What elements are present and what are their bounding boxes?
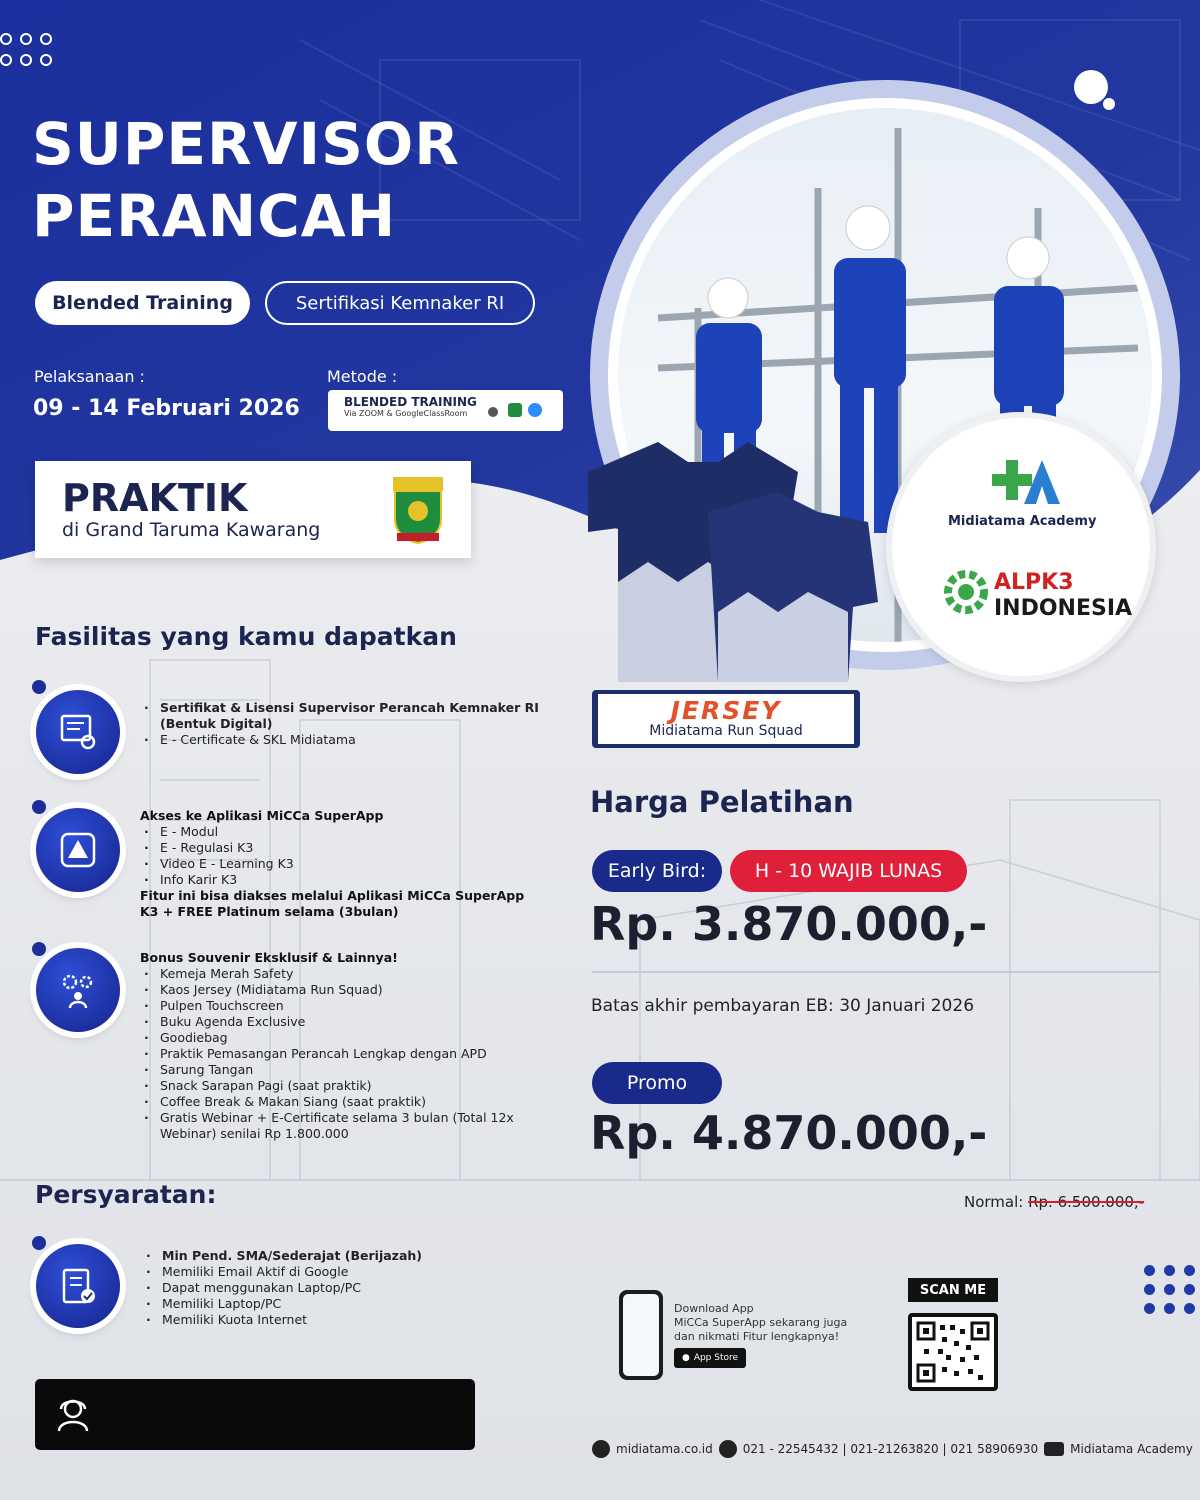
- facilities-group-1: [140, 700, 540, 748]
- youtube-icon: [1044, 1442, 1064, 1456]
- method-title: BLENDED TRAINING: [344, 395, 477, 409]
- jersey-shirt-illustration: [568, 432, 888, 692]
- jersey-title: JERSEY: [670, 696, 782, 725]
- requirement-item: · Min Pend. SMA/Sederajat (Berijazah): [142, 1248, 542, 1264]
- app-line-1: Download App: [674, 1302, 754, 1315]
- facility-item: · Kaos Jersey (Midiatama Run Squad): [140, 982, 540, 998]
- normal-price-line: [964, 1193, 1144, 1211]
- checklist-icon: [36, 1244, 120, 1328]
- karawang-seal-icon: [391, 475, 445, 545]
- midiatama-academy-logo-icon: [984, 456, 1066, 508]
- payment-deadline: Batas akhir pembayaran EB: 30 Januari 2026: [591, 996, 975, 1016]
- page-title: [32, 108, 460, 252]
- facility-note: Fitur ini bisa diakses melalui Aplikasi MiCCa SuperApp K3 + FREE Platinum selama (3bulan): [140, 888, 525, 919]
- facility-item: · Video E - Learning K3: [140, 856, 540, 872]
- requirement-item: · Memiliki Kuota Internet: [142, 1312, 542, 1328]
- gears-person-icon: [36, 948, 120, 1032]
- footer: [592, 1440, 1193, 1458]
- alpk3-label: ALPK3: [994, 570, 1074, 595]
- midiatama-academy-label: Midiatama Academy: [948, 514, 1097, 529]
- app-icon: [36, 808, 120, 892]
- facility-item: · E - Modul: [140, 824, 540, 840]
- bullet-dot: [32, 800, 46, 814]
- praktik-title: PRAKTIK: [62, 476, 248, 520]
- jersey-subtitle: Midiatama Run Squad: [649, 723, 803, 739]
- facility-item: · Kemeja Merah Safety: [140, 966, 540, 982]
- normal-label: Normal:: [964, 1193, 1024, 1211]
- decorative-circle: [1074, 70, 1108, 104]
- jersey-label: [592, 690, 860, 748]
- qr-code[interactable]: [908, 1313, 998, 1391]
- early-bird-pill: Early Bird:: [592, 850, 722, 892]
- support-agent-icon: [52, 1393, 94, 1435]
- app-store-label: App Store: [693, 1353, 739, 1363]
- globe-icon: [592, 1440, 610, 1458]
- youtube-channel[interactable]: Midiatama Academy: [1070, 1442, 1193, 1456]
- facility-item: · Sarung Tangan: [140, 1062, 540, 1078]
- requirements-title: Persyaratan:: [35, 1180, 217, 1209]
- zoom-icon: [528, 403, 542, 417]
- facility-item: · Gratis Webinar + E-Certificate selama 3 bulan (Total 12x Webinar) senilai Rp 1.800.000: [140, 1110, 540, 1142]
- app-store-badge[interactable]: [674, 1348, 746, 1368]
- alpk3-logo-text: [994, 570, 1132, 622]
- title-line-2: PERANCAH: [32, 182, 397, 250]
- praktik-location: di Grand Taruma Kawarang: [62, 519, 321, 541]
- facility-item: · Info Karir K3: [140, 872, 540, 888]
- method-badge: [328, 390, 563, 431]
- app-download-text: [674, 1302, 847, 1344]
- facilities-group-3: [140, 950, 540, 1142]
- pelaksanaan-label: Pelaksanaan :: [34, 367, 145, 386]
- facilities-group-2: [140, 808, 540, 920]
- facility-item: · Snack Sarapan Pagi (saat praktik): [140, 1078, 540, 1094]
- certificate-icon: [36, 690, 120, 774]
- method-subtitle: Via ZOOM & GoogleClassRoom: [344, 409, 468, 418]
- praktik-location-card: [35, 461, 471, 558]
- pricing-title: Harga Pelatihan: [590, 785, 854, 819]
- bullet-dot: [32, 1236, 46, 1250]
- apple-icon: ●: [681, 1353, 690, 1363]
- camera-icon: [488, 407, 498, 417]
- promo-pill: Promo: [592, 1062, 722, 1104]
- requirement-item: · Dapat menggunakan Laptop/PC: [142, 1280, 542, 1296]
- qr-code-pattern: [916, 1321, 990, 1383]
- facility-item: · Buku Agenda Exclusive: [140, 1014, 540, 1030]
- title-line-1: SUPERVISOR: [32, 110, 460, 178]
- facility-item: · Goodiebag: [140, 1030, 540, 1046]
- contact-bar: [35, 1379, 475, 1450]
- certification-pill: Sertifikasi Kemnaker RI: [265, 281, 535, 325]
- scan-me-label: SCAN ME: [908, 1278, 998, 1302]
- blended-training-pill: Blended Training: [35, 281, 250, 325]
- facility-item: · Pulpen Touchscreen: [140, 998, 540, 1014]
- facility-item: · Sertifikat & Lisensi Supervisor Perancah Kemnaker RI (Bentuk Digital): [140, 700, 540, 732]
- metode-label: Metode :: [327, 367, 398, 386]
- partner-logos: [886, 412, 1156, 682]
- bullet-dot: [32, 680, 46, 694]
- requirements-list: [142, 1248, 542, 1328]
- app-line-2: MiCCa SuperApp sekarang juga: [674, 1316, 848, 1329]
- decorative-circle-small: [1103, 98, 1115, 110]
- app-line-3: dan nikmati Fitur lengkapnya!: [674, 1330, 840, 1343]
- classroom-icon: [508, 403, 522, 417]
- h10-pill: H - 10 WAJIB LUNAS: [730, 850, 967, 892]
- phone-numbers: 021 - 22545432 | 021-21263820 | 021 58906930: [742, 1442, 1039, 1456]
- decorative-dots-top-left: [0, 33, 52, 66]
- facility-heading: Akses ke Aplikasi MiCCa SuperApp: [140, 808, 384, 823]
- facility-item: · E - Certificate & SKL Midiatama: [140, 732, 540, 748]
- facility-item: · Coffee Break & Makan Siang (saat praktik): [140, 1094, 540, 1110]
- facility-item: · Praktik Pemasangan Perancah Lengkap dengan APD: [140, 1046, 540, 1062]
- normal-price: Rp. 6.500.000,-: [1028, 1193, 1145, 1211]
- facilities-title: Fasilitas yang kamu dapatkan: [35, 622, 457, 651]
- divider: [592, 971, 1160, 973]
- alpk3-gear-icon: [942, 568, 990, 616]
- requirement-item: · Memiliki Email Aktif di Google: [142, 1264, 542, 1280]
- facility-item: · E - Regulasi K3: [140, 840, 540, 856]
- phone-mockup: [619, 1290, 663, 1380]
- facility-heading: Bonus Souvenir Eksklusif & Lainnya!: [140, 950, 398, 965]
- bullet-dot: [32, 942, 46, 956]
- website-link[interactable]: midiatama.co.id: [616, 1442, 713, 1456]
- indonesia-label: INDONESIA: [994, 596, 1133, 621]
- phone-icon: [719, 1440, 737, 1458]
- decorative-dots-bottom-right: [1144, 1265, 1195, 1314]
- requirement-item: · Memiliki Laptop/PC: [142, 1296, 542, 1312]
- early-bird-price: Rp. 3.870.000,-: [590, 897, 988, 951]
- training-date: 09 - 14 Februari 2026: [33, 396, 300, 421]
- promo-price: Rp. 4.870.000,-: [590, 1106, 988, 1160]
